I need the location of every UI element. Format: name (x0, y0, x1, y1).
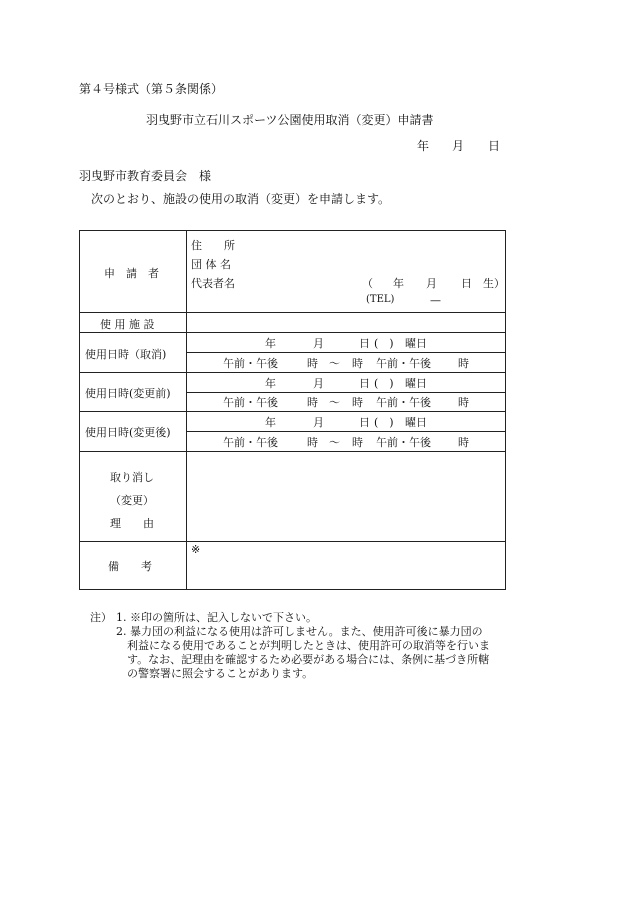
group-name-label: 団 体 名 (191, 258, 231, 271)
remarks-mark: ※ (191, 543, 201, 556)
dt3-hour-start: 時 (307, 436, 318, 449)
intro-text: 次のとおり、施設の使用の取消（変更）を申請します。 (91, 192, 391, 206)
dt3-paren: ( ) (374, 416, 394, 429)
birth-year: 年 (393, 277, 404, 290)
dt3-month: 月 (313, 416, 324, 429)
address-label: 住 所 (191, 239, 235, 252)
note-item-1: 1. ※印の箇所は、記入しないで下さい。 (116, 611, 317, 624)
reason-label-line1: 取り消し (110, 471, 154, 484)
row-divider (80, 451, 505, 452)
dt3-day: 日 (359, 416, 370, 429)
note-item-2-cont-3: の警察署に照会することがあります。 (127, 667, 314, 680)
dt2-hour-start: 時 (307, 396, 318, 409)
note-item-2-cont-1: 利益になる使用であることが判明したときは、使用許可の取消等を行いま (127, 639, 490, 652)
tel-dash: — (430, 294, 441, 307)
dt3-hour-end: 時 (458, 436, 469, 449)
dt1-ampm-end: 午前・午後 (376, 357, 431, 370)
dt2-paren: ( ) (374, 377, 394, 390)
form-title: 羽曳野市立石川スポーツ公園使用取消（変更）申請書 (146, 113, 434, 127)
row-divider (186, 392, 505, 393)
dt1-ampm-start: 午前・午後 (223, 357, 278, 370)
dt2-tilde: ～ (329, 396, 340, 409)
dt1-hour-end: 時 (458, 357, 469, 370)
dt3-ampm-start: 午前・午後 (223, 436, 278, 449)
row-divider (80, 372, 505, 373)
notes-prefix: 注） (90, 611, 112, 624)
note-item-2: 2. 暴力団の利益になる使用は許可しません。また、使用許可後に暴力団の (116, 625, 483, 638)
application-form-table (79, 230, 506, 590)
dt1-hour-mid: 時 (352, 357, 363, 370)
dt2-day: 日 (359, 377, 370, 390)
dt2-hour-mid: 時 (352, 396, 363, 409)
dt2-hour-end: 時 (458, 396, 469, 409)
dt2-month: 月 (313, 377, 324, 390)
tel-label: (TEL) (366, 294, 395, 305)
dt3-weekday: 曜日 (405, 416, 427, 429)
date-day: 日 (488, 139, 501, 153)
dt1-year: 年 (265, 337, 276, 350)
representative-label: 代表者名 (191, 277, 235, 290)
row-divider (80, 312, 505, 313)
birth-month: 月 (426, 277, 437, 290)
row-divider (186, 431, 505, 432)
dt3-hour-mid: 時 (352, 436, 363, 449)
applicant-label: 申 請 者 (104, 267, 159, 280)
dt1-tilde: ～ (329, 357, 340, 370)
reason-label-line2: （変更） (110, 494, 154, 507)
dt3-ampm-end: 午前・午後 (376, 436, 431, 449)
datetime-before-label: 使用日時(変更前) (85, 387, 171, 400)
dt1-weekday: 曜日 (405, 337, 427, 350)
column-divider (186, 231, 187, 589)
dt2-ampm-start: 午前・午後 (223, 396, 278, 409)
dt1-hour-start: 時 (307, 357, 318, 370)
birth-suffix: 生） (483, 277, 505, 290)
facility-label: 使 用 施 設 (100, 318, 155, 331)
dt1-day: 日 (359, 337, 370, 350)
date-month: 月 (452, 139, 465, 153)
dt1-month: 月 (313, 337, 324, 350)
reason-label-line3: 理 由 (110, 517, 154, 530)
dt2-weekday: 曜日 (405, 377, 427, 390)
datetime-cancel-label: 使用日時（取消) (85, 348, 167, 361)
dt3-tilde: ～ (329, 436, 340, 449)
addressee: 羽曳野市教育委員会 様 (79, 169, 212, 183)
row-divider (186, 352, 505, 353)
row-divider (80, 411, 505, 412)
form-number: 第４号様式（第５条関係） (79, 82, 224, 96)
row-divider (80, 541, 505, 542)
remarks-label: 備 考 (108, 560, 152, 573)
date-year: 年 (417, 139, 430, 153)
row-divider (80, 332, 505, 333)
dt1-paren: ( ) (374, 337, 394, 350)
datetime-after-label: 使用日時(変更後) (85, 426, 171, 439)
dt2-year: 年 (265, 377, 276, 390)
birth-day: 日 (461, 277, 472, 290)
birth-open-paren: （ (362, 277, 373, 290)
dt3-year: 年 (265, 416, 276, 429)
note-item-2-cont-2: す。なお、記理由を確認するため必要がある場合には、条例に基づき所轄 (127, 653, 490, 666)
dt2-ampm-end: 午前・午後 (376, 396, 431, 409)
